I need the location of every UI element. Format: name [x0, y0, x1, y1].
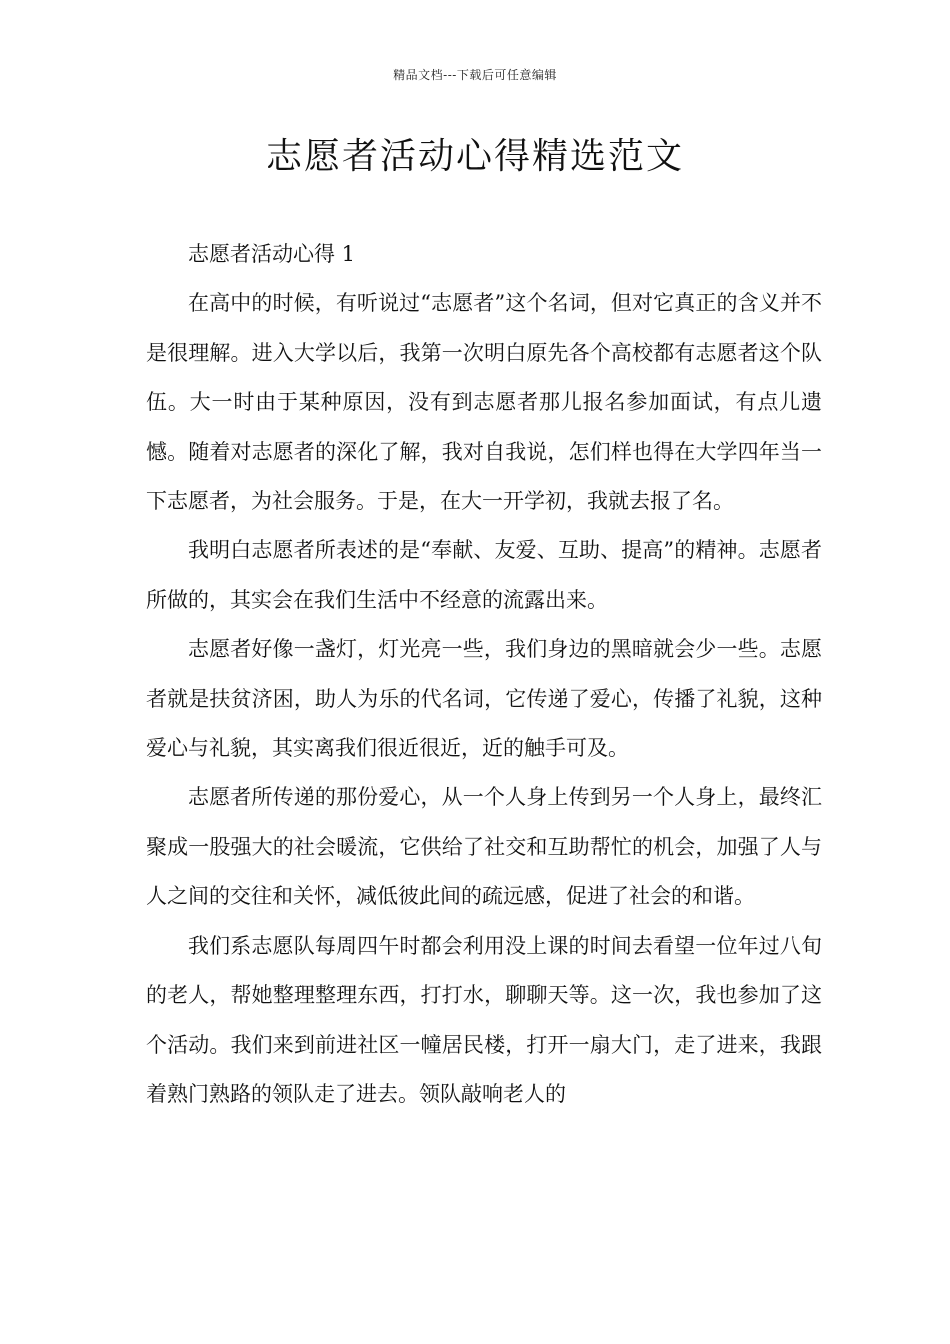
document-body — [146, 230, 822, 1119]
document-title: 志愿者活动心得精选范文 — [265, 136, 684, 177]
header-note: 精品文档---下载后可任意编辑 — [393, 68, 557, 82]
paragraph-4: 志愿者所传递的那份爱心，从一个人身上传到另一个人身上，最终汇聚成一股强大的社会暖流，它供给了社交和互助帮忙的机会，加强了人与人之间的交往和关怀，减低彼此间的疏远感，促进了社会的和谐。 — [146, 785, 822, 909]
paragraph-5: 我们系志愿队每周四午时都会利用没上课的时间去看望一位年过八旬的老人，帮她整理整理东西，打打水，聊聊天等。这一次，我也参加了这个活动。我们来到前进社区一幢居民楼，打开一扇大门，走了进来，我跟着熟门熟路的领队走了进去。领队敲响老人的 — [146, 933, 822, 1106]
paragraph-2: 我明白志愿者所表述的是“奉献、友爱、互助、提高”的精神。志愿者所做的，其实会在我们生活中不经意的流露出来。 — [146, 538, 822, 612]
paragraph-1: 在高中的时候，有听说过“志愿者”这个名词，但对它真正的含义并不是很理解。进入大学以后，我第一次明白原先各个高校都有志愿者这个队伍。大一时由于某种原因，没有到志愿者那儿报名参加面试，有点儿遗憾。随着对志愿者的深化了解，我对自我说，怎们样也得在大学四年当一下志愿者，为社会服务。于是，在大一开学初，我就去报了名。 — [146, 291, 822, 514]
section-heading: 志愿者活动心得 1 — [188, 242, 356, 266]
paragraph-3: 志愿者好像一盏灯，灯光亮一些，我们身边的黑暗就会少一些。志愿者就是扶贫济困，助人为乐的代名词，它传递了爱心，传播了礼貌，这种爱心与礼貌，其实离我们很近很近，近的触手可及。 — [146, 637, 822, 761]
